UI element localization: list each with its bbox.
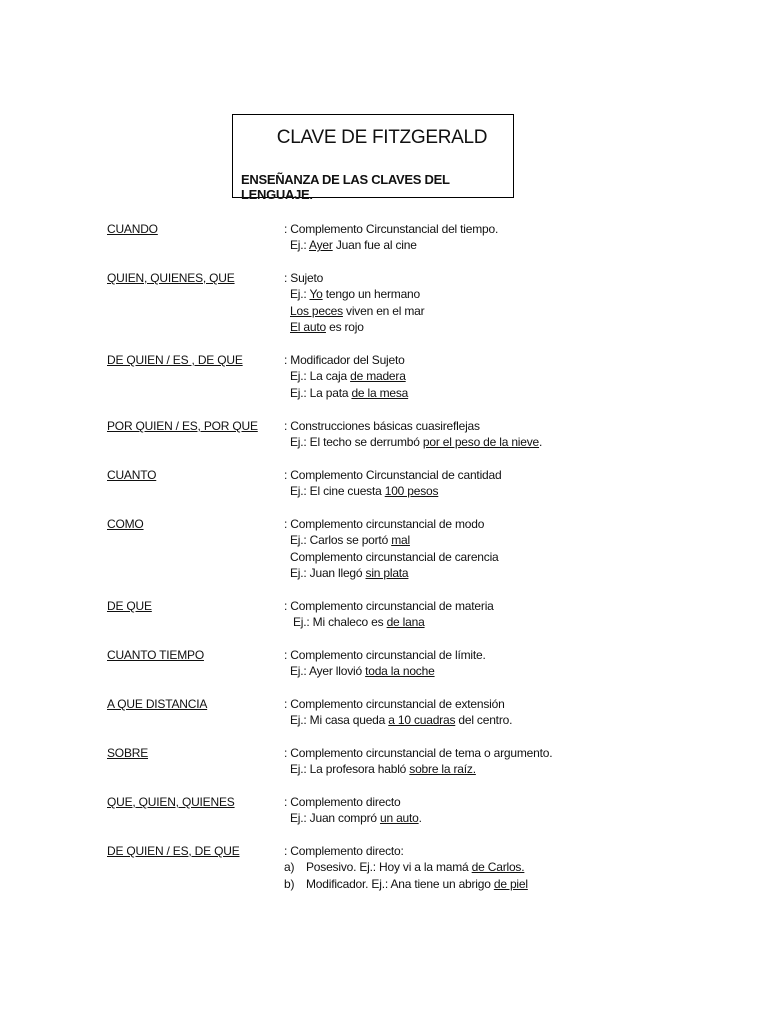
entry-key: A QUE DISTANCIA	[107, 697, 208, 711]
entry-description	[284, 647, 486, 680]
entry-description	[284, 418, 542, 451]
example-line: Ej.: Juan llegó sin plata	[290, 566, 409, 581]
example-underlined: de piel	[493, 876, 528, 891]
description-line: : Complemento directo:	[284, 844, 404, 858]
example-line: Ej.: El techo se derrumbó por el peso de la nieve.	[290, 435, 543, 450]
entry-description	[284, 352, 408, 401]
page-subtitle: ENSEÑANZA DE LAS CLAVES DEL LENGUAJE.	[241, 172, 450, 202]
example-line: Ej.: La pata de la mesa	[290, 385, 409, 400]
description-line: : Complemento directo	[284, 795, 401, 809]
description-line: : Complemento circunstancial de modo	[284, 517, 485, 531]
example-underlined: 100 pesos	[384, 484, 439, 499]
entry-description	[284, 598, 494, 631]
example-line: Ej.: Carlos se portó mal	[290, 533, 410, 548]
example-underlined: toda la noche	[365, 664, 435, 679]
entry-key: DE QUIEN / ES , DE QUE	[107, 353, 243, 367]
example-line: Ej.: El cine cuesta 100 pesos	[290, 484, 439, 499]
example-line: Ej.: Ayer Juan fue al cine	[290, 238, 417, 253]
example-underlined: de la mesa	[351, 385, 409, 400]
entry-key: DE QUE	[107, 599, 152, 613]
list-marker: a)	[284, 860, 295, 875]
example-line: El auto es rojo	[290, 320, 364, 335]
entry-key: DE QUIEN / ES, DE QUE	[107, 844, 240, 858]
example-underlined: de madera	[350, 369, 406, 384]
example-underlined: El auto	[290, 320, 326, 335]
entry-description	[284, 696, 512, 729]
list-item: a) Posesivo. Ej.: Hoy vi a la mamá de Carlos.	[284, 860, 525, 875]
page-title: CLAVE DE FITZGERALD	[276, 127, 488, 148]
entry-description	[284, 221, 498, 254]
entry-key: CUANTO	[107, 468, 157, 482]
description-line: : Sujeto	[284, 271, 324, 285]
entry-key: COMO	[107, 517, 144, 531]
description-line: : Construcciones básicas cuasireflejas	[284, 419, 480, 433]
entry-description	[284, 745, 552, 778]
entry-key: CUANTO TIEMPO	[107, 648, 204, 662]
example-line: Ej.: La caja de madera	[290, 369, 406, 384]
example-underlined: de lana	[386, 615, 425, 630]
example-underlined: sobre la raíz.	[409, 762, 476, 777]
entry-key: POR QUIEN / ES, POR QUE	[107, 419, 258, 433]
example-underlined: sin plata	[365, 566, 409, 581]
description-line: : Complemento Circunstancial de cantidad	[284, 468, 502, 482]
description-line: Complemento circunstancial de carencia	[290, 549, 499, 564]
list-marker: b)	[284, 876, 295, 891]
description-line: : Complemento Circunstancial del tiempo.	[284, 222, 499, 236]
example-underlined: Los peces	[290, 303, 343, 318]
entry-description	[284, 843, 528, 892]
example-underlined: mal	[391, 533, 410, 548]
entry-description	[284, 270, 424, 336]
example-underlined: de Carlos.	[471, 860, 525, 875]
entry-key: QUE, QUIEN, QUIENES	[107, 795, 235, 809]
description-line: : Complemento circunstancial de extensión	[284, 697, 505, 711]
description-line: : Complemento circunstancial de tema o argumento.	[284, 746, 553, 760]
example-underlined: Yo	[309, 287, 323, 302]
example-underlined: un auto	[379, 811, 419, 826]
list-item: b) Modificador. Ej.: Ana tiene un abrigo de piel	[284, 876, 528, 891]
example-underlined: Ayer	[309, 238, 333, 253]
example-line: Ej.: Ayer llovió toda la noche	[290, 664, 435, 679]
example-line: Ej.: Mi casa queda a 10 cuadras del centro.	[290, 713, 513, 728]
entry-description	[284, 467, 501, 500]
example-underlined: a 10 cuadras	[388, 713, 456, 728]
entry-description	[284, 794, 422, 827]
description-line: : Complemento circunstancial de límite.	[284, 648, 486, 662]
entry-description	[284, 516, 499, 582]
example-line: Ej.: Juan compró un auto.	[290, 811, 422, 826]
title-box	[232, 114, 514, 202]
description-line: : Complemento circunstancial de materia	[284, 599, 494, 613]
example-line: Los peces viven en el mar	[290, 303, 425, 318]
example-underlined: por el peso de la nieve	[422, 435, 540, 450]
entry-key: SOBRE	[107, 746, 149, 760]
example-line: Ej.: La profesora habló sobre la raíz.	[290, 762, 476, 777]
description-line: : Modificador del Sujeto	[284, 353, 405, 367]
example-line: Ej.: Mi chaleco es de lana	[293, 615, 425, 630]
entry-key: CUANDO	[107, 222, 158, 236]
example-line: Ej.: Yo tengo un hermano	[290, 287, 420, 302]
entry-key: QUIEN, QUIENES, QUE	[107, 271, 235, 285]
